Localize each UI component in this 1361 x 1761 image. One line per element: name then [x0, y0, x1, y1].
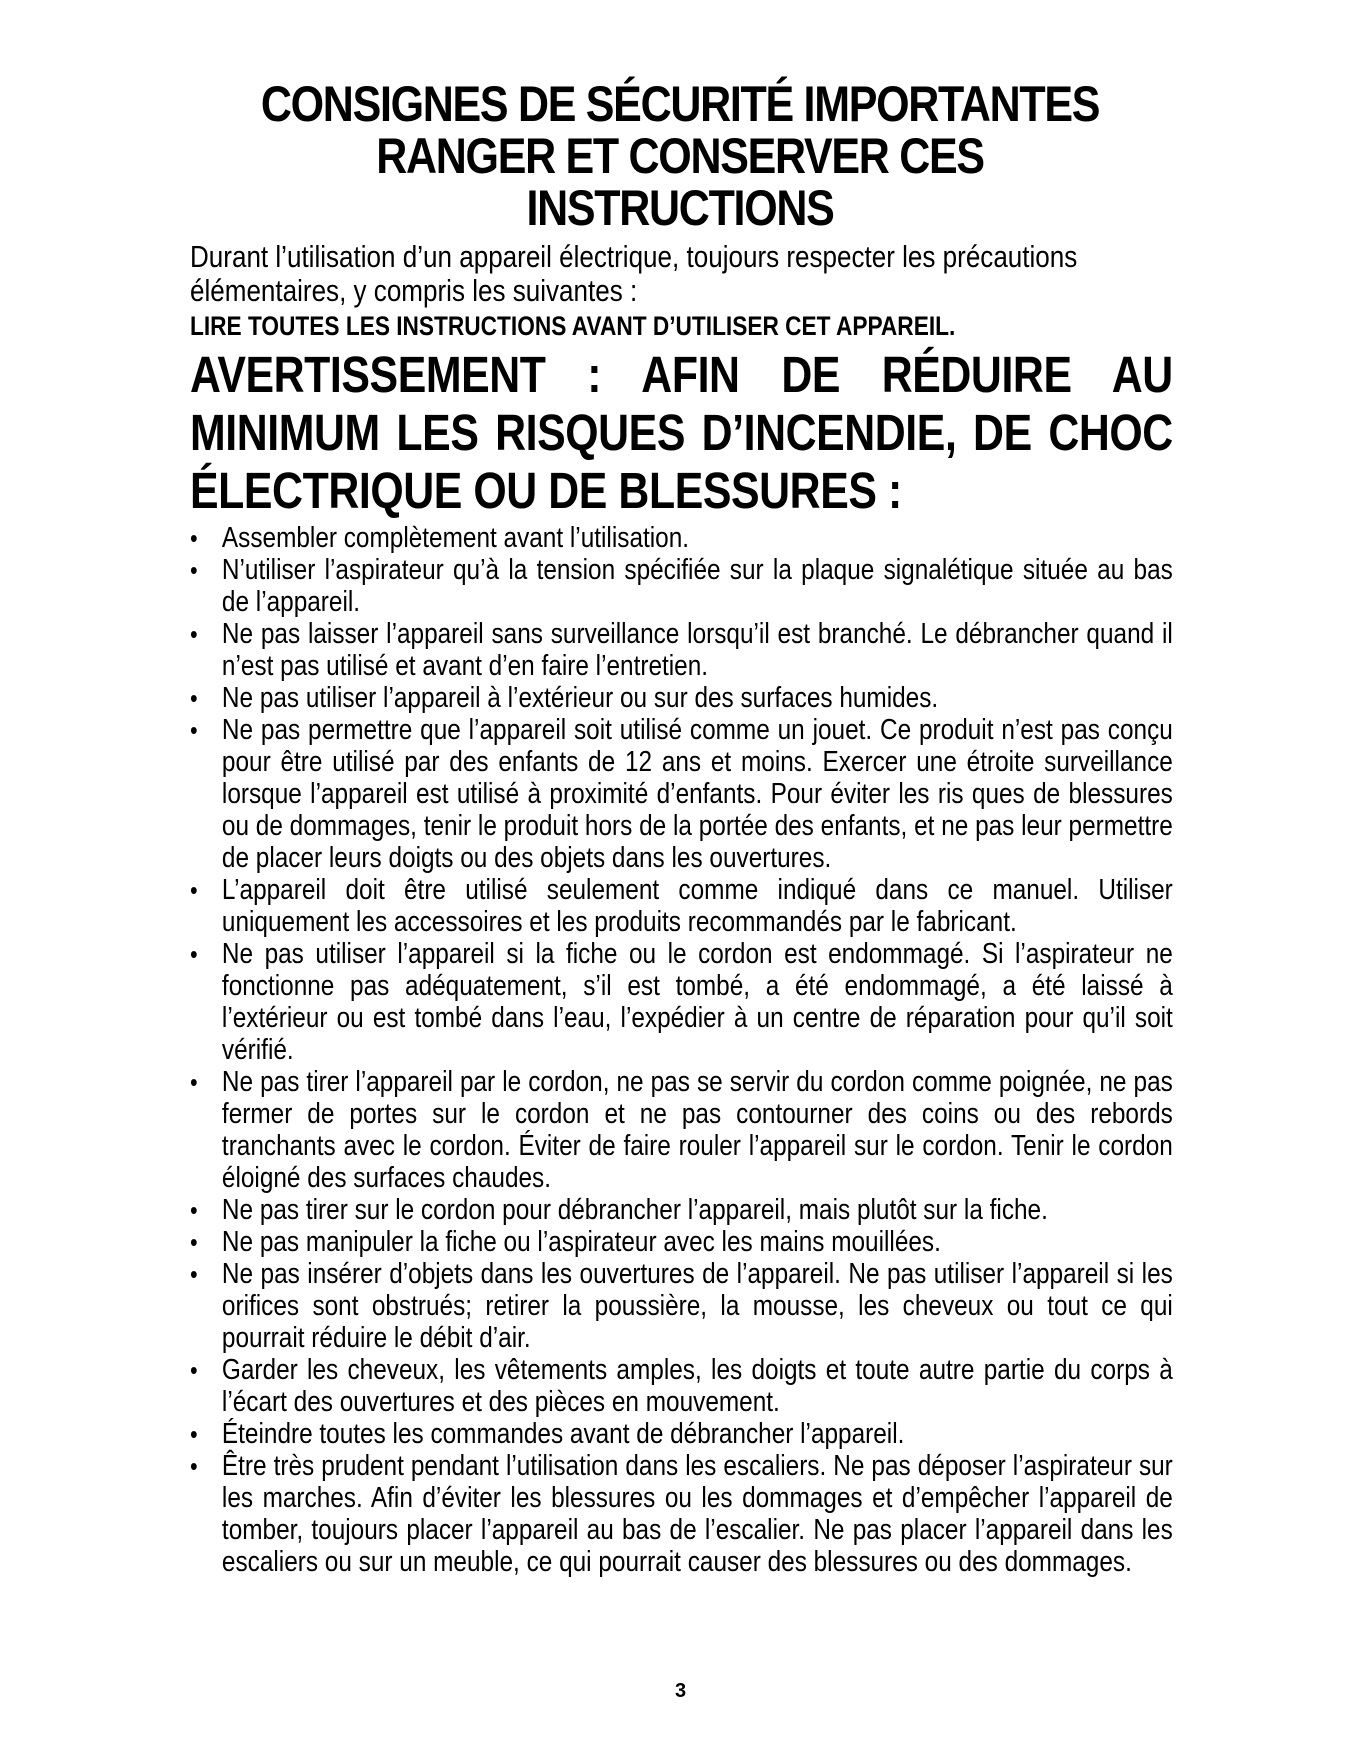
list-item [190, 554, 1173, 618]
list-item-text: L’appareil doit être utilisé seulement comme indiqué dans ce manuel. Utiliser uniquement les accessoires et les produits recommandés par le fabricant. [221, 874, 1173, 938]
bullet-icon: • [190, 715, 198, 745]
list-item-text: Éteindre toutes les commandes avant de débrancher l’appareil. [221, 1418, 905, 1450]
list-item-text: Ne pas laisser l’appareil sans surveillance lorsqu’il est branché. Le débrancher quand il n’est pas utilisé et avant d’en faire l’entretien. [221, 618, 1173, 682]
list-item [190, 1194, 1173, 1226]
page-number: 3 [674, 1680, 687, 1702]
list-item-text: Ne pas manipuler la fiche ou l’aspirateur avec les mains mouillées. [221, 1226, 941, 1258]
list-item-text: Ne pas insérer d’objets dans les ouvertures de l’appareil. Ne pas utiliser l’appareil si les orifices sont obstrués; retirer la poussière, la mousse, les cheveux ou tout ce qui pourrait réduire le débit d’air. [221, 1258, 1173, 1354]
list-item [190, 1354, 1173, 1418]
bullet-icon: • [190, 1451, 198, 1481]
list-item [190, 1450, 1173, 1578]
bullet-icon: • [190, 875, 198, 905]
document-page [190, 76, 1173, 1578]
bullet-icon: • [190, 1355, 198, 1385]
bullet-icon: • [190, 1227, 198, 1257]
title-line-2: RANGER ET CONSERVER CES [376, 128, 984, 184]
list-item [190, 714, 1173, 874]
list-item [190, 682, 1173, 714]
list-item-text: Ne pas tirer sur le cordon pour débrancher l’appareil, mais plutôt sur la fiche. [221, 1194, 1048, 1226]
list-item-text: Ne pas utiliser l’appareil si la fiche ou le cordon est endommagé. Si l’aspirateur ne fonctionne pas adéquatement, s’il est tombé, a été endommagé, a été laissé à l’extérieur ou est tombé dans l’eau, l’expédier à un centre de réparation pour qu’il soit vérifié. [221, 938, 1173, 1066]
bullet-icon: • [190, 939, 198, 969]
list-item [190, 874, 1173, 938]
list-item [190, 1226, 1173, 1258]
bullet-icon: • [190, 1419, 198, 1449]
bullet-icon: • [190, 1259, 198, 1289]
title-line-3: INSTRUCTIONS [526, 180, 834, 236]
bullet-icon: • [190, 555, 198, 585]
bullet-icon: • [190, 523, 198, 553]
title-line-1: CONSIGNES DE SÉCURITÉ IMPORTANTES [260, 76, 1100, 132]
list-item [190, 1258, 1173, 1354]
intro-paragraph: Durant l’utilisation d’un appareil électrique, toujours respecter les précautions élémentaires, y compris les suivantes : [190, 239, 1078, 308]
list-item [190, 522, 1173, 554]
page-title [259, 78, 1102, 234]
list-item [190, 1066, 1173, 1194]
warning-heading: AVERTISSEMENT : AFIN DE RÉDUIRE AU MINIMUM LES RISQUES D’INCENDIE, DE CHOC ÉLECTRIQUE OU DE BLESSURES : [190, 346, 1173, 519]
list-item [190, 618, 1173, 682]
list-item [190, 1418, 1173, 1450]
list-item-text: Être très prudent pendant l’utilisation dans les escaliers. Ne pas déposer l’aspirateur sur les marches. Afin d’éviter les blessures ou les dommages et d’empêcher l’appareil de tomber, toujours placer l’appareil au bas de l’escalier. Ne pas placer l’appareil dans les escaliers ou sur un meuble, ce qui pourrait causer des blessures ou des dommages. [221, 1450, 1173, 1578]
safety-list [190, 522, 1173, 1578]
bullet-icon: • [190, 683, 198, 713]
bullet-icon: • [190, 1067, 198, 1097]
bullet-icon: • [190, 1195, 198, 1225]
list-item-text: Garder les cheveux, les vêtements amples, les doigts et toute autre partie du corps à l’écart des ouvertures et des pièces en mouvement. [221, 1354, 1173, 1418]
list-item-text: Ne pas permettre que l’appareil soit utilisé comme un jouet. Ce produit n’est pas conçu pour être utilisé par des enfants de 12 ans et moins. Exercer une étroite surveillance lorsque l’appareil est utilisé à proximité d’enfants. Pour éviter les ris ques de blessures ou de dommages, tenir le produit hors de la portée des enfants, et ne pas leur permettre de placer leurs doigts ou des objets dans les ouvertures. [221, 714, 1173, 874]
list-item-text: Ne pas tirer l’appareil par le cordon, ne pas se servir du cordon comme poignée, ne pas fermer de portes sur le cordon et ne pas contourner des coins ou des rebords tranchants avec le cordon. Éviter de faire rouler l’appareil sur le cordon. Tenir le cordon éloigné des surfaces chaudes. [221, 1066, 1173, 1194]
list-item-text: Ne pas utiliser l’appareil à l’extérieur ou sur des surfaces humides. [221, 682, 939, 714]
list-item-text: Assembler complètement avant l’utilisation. [221, 522, 690, 554]
bullet-icon: • [190, 619, 198, 649]
read-instructions-notice: LIRE TOUTES LES INSTRUCTIONS AVANT D’UTILISER CET APPAREIL. [190, 311, 956, 341]
list-item [190, 938, 1173, 1066]
list-item-text: N’utiliser l’aspirateur qu’à la tension spécifiée sur la plaque signalétique située au bas de l’appareil. [221, 554, 1173, 618]
